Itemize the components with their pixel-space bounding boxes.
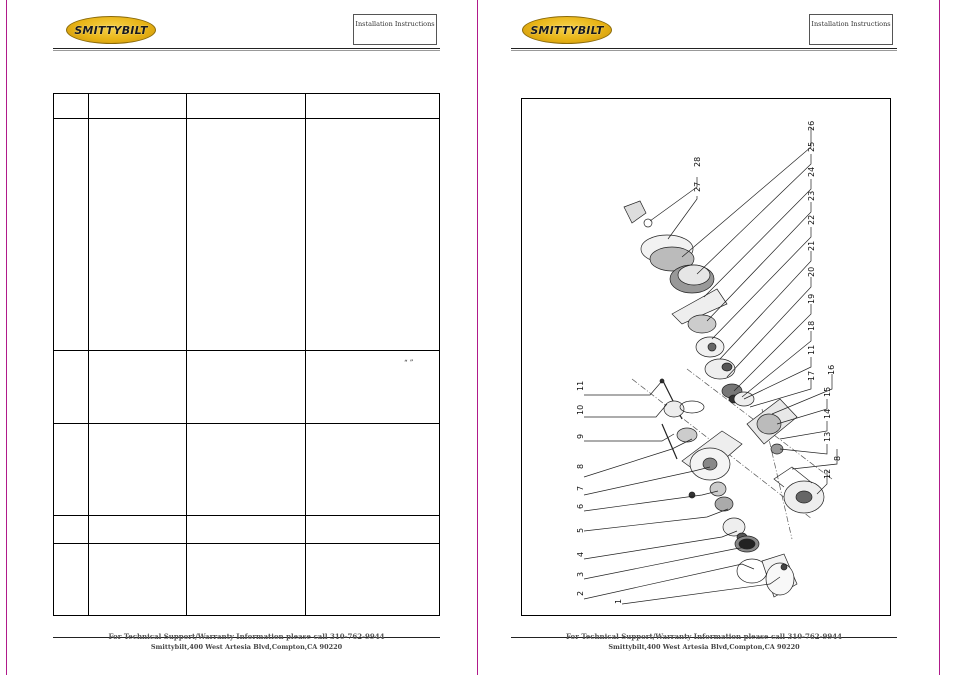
callout-21: 21 xyxy=(807,240,816,251)
table-row-divider xyxy=(54,543,439,544)
callout-12: 12 xyxy=(823,468,832,479)
callout-9: 9 xyxy=(576,433,585,439)
header-rule xyxy=(511,48,897,49)
footer-support-text: For Technical Support/Warranty Information please call 310-762-9944 xyxy=(565,632,843,641)
callout-5: 5 xyxy=(576,527,585,533)
exploded-parts-diagram xyxy=(521,98,891,616)
header-rule-thin xyxy=(53,50,440,51)
callout-16: 16 xyxy=(827,364,836,375)
callout-3: 3 xyxy=(576,571,585,577)
installation-instructions-box xyxy=(353,14,437,45)
footer-address-text: Smittybilt,400 West Artesia Blvd,Compton,CA 90220 xyxy=(150,643,343,651)
footer-address-text: Smittybilt,400 West Artesia Blvd,Compton,CA 90220 xyxy=(608,643,800,651)
logo-text: SMITTYBILT xyxy=(530,23,604,37)
table-row-divider xyxy=(54,350,439,351)
callout-4: 4 xyxy=(576,551,585,557)
smittybilt-logo xyxy=(522,16,612,44)
callout-10: 10 xyxy=(576,404,585,415)
callout-24: 24 xyxy=(807,166,816,177)
callout-11-top: 11 xyxy=(807,344,816,355)
installation-instructions-box xyxy=(809,14,893,45)
footer-support-text: For Technical Support/Warranty Information please call 310-762-9944 xyxy=(108,632,385,641)
callout-22: 22 xyxy=(807,214,816,225)
callout-8-top: 8 xyxy=(833,455,842,461)
installation-instructions-label: Installation Instructions xyxy=(811,20,891,28)
callout-20: 20 xyxy=(807,266,816,277)
callout-18: 18 xyxy=(807,320,816,331)
callout-14: 14 xyxy=(823,408,832,419)
callout-26: 26 xyxy=(807,120,816,131)
callout-23: 23 xyxy=(807,190,816,201)
callout-25: 25 xyxy=(807,141,816,152)
logo-text: SMITTYBILT xyxy=(74,23,148,37)
table-quote-marks: “ ” xyxy=(404,359,414,367)
table-column-divider xyxy=(186,94,187,615)
callout-11: 11 xyxy=(576,380,585,391)
callout-27: 27 xyxy=(693,181,702,192)
callout-13: 13 xyxy=(823,431,832,442)
winch-exploded-view xyxy=(522,99,892,617)
header-rule-thin xyxy=(511,50,897,51)
callout-8: 8 xyxy=(576,463,585,469)
callout-28: 28 xyxy=(693,156,702,167)
parts-table xyxy=(53,93,440,616)
page-edge-left xyxy=(6,0,7,675)
smittybilt-logo xyxy=(66,16,156,44)
table-row-divider xyxy=(54,515,439,516)
page-edge-right xyxy=(939,0,940,675)
table-row-divider xyxy=(54,423,439,424)
callout-6: 6 xyxy=(576,503,585,509)
header-rule xyxy=(53,48,440,49)
callout-2: 2 xyxy=(576,590,585,596)
callout-7: 7 xyxy=(576,485,585,491)
table-column-divider xyxy=(88,94,89,615)
page-divider xyxy=(477,0,478,675)
table-row-divider xyxy=(54,118,439,119)
callout-17: 17 xyxy=(807,370,816,381)
installation-instructions-label: Installation Instructions xyxy=(355,20,435,28)
callout-19: 19 xyxy=(807,293,816,304)
table-column-divider xyxy=(305,94,306,615)
callout-15: 15 xyxy=(823,386,832,397)
callout-1: 1 xyxy=(614,598,623,604)
